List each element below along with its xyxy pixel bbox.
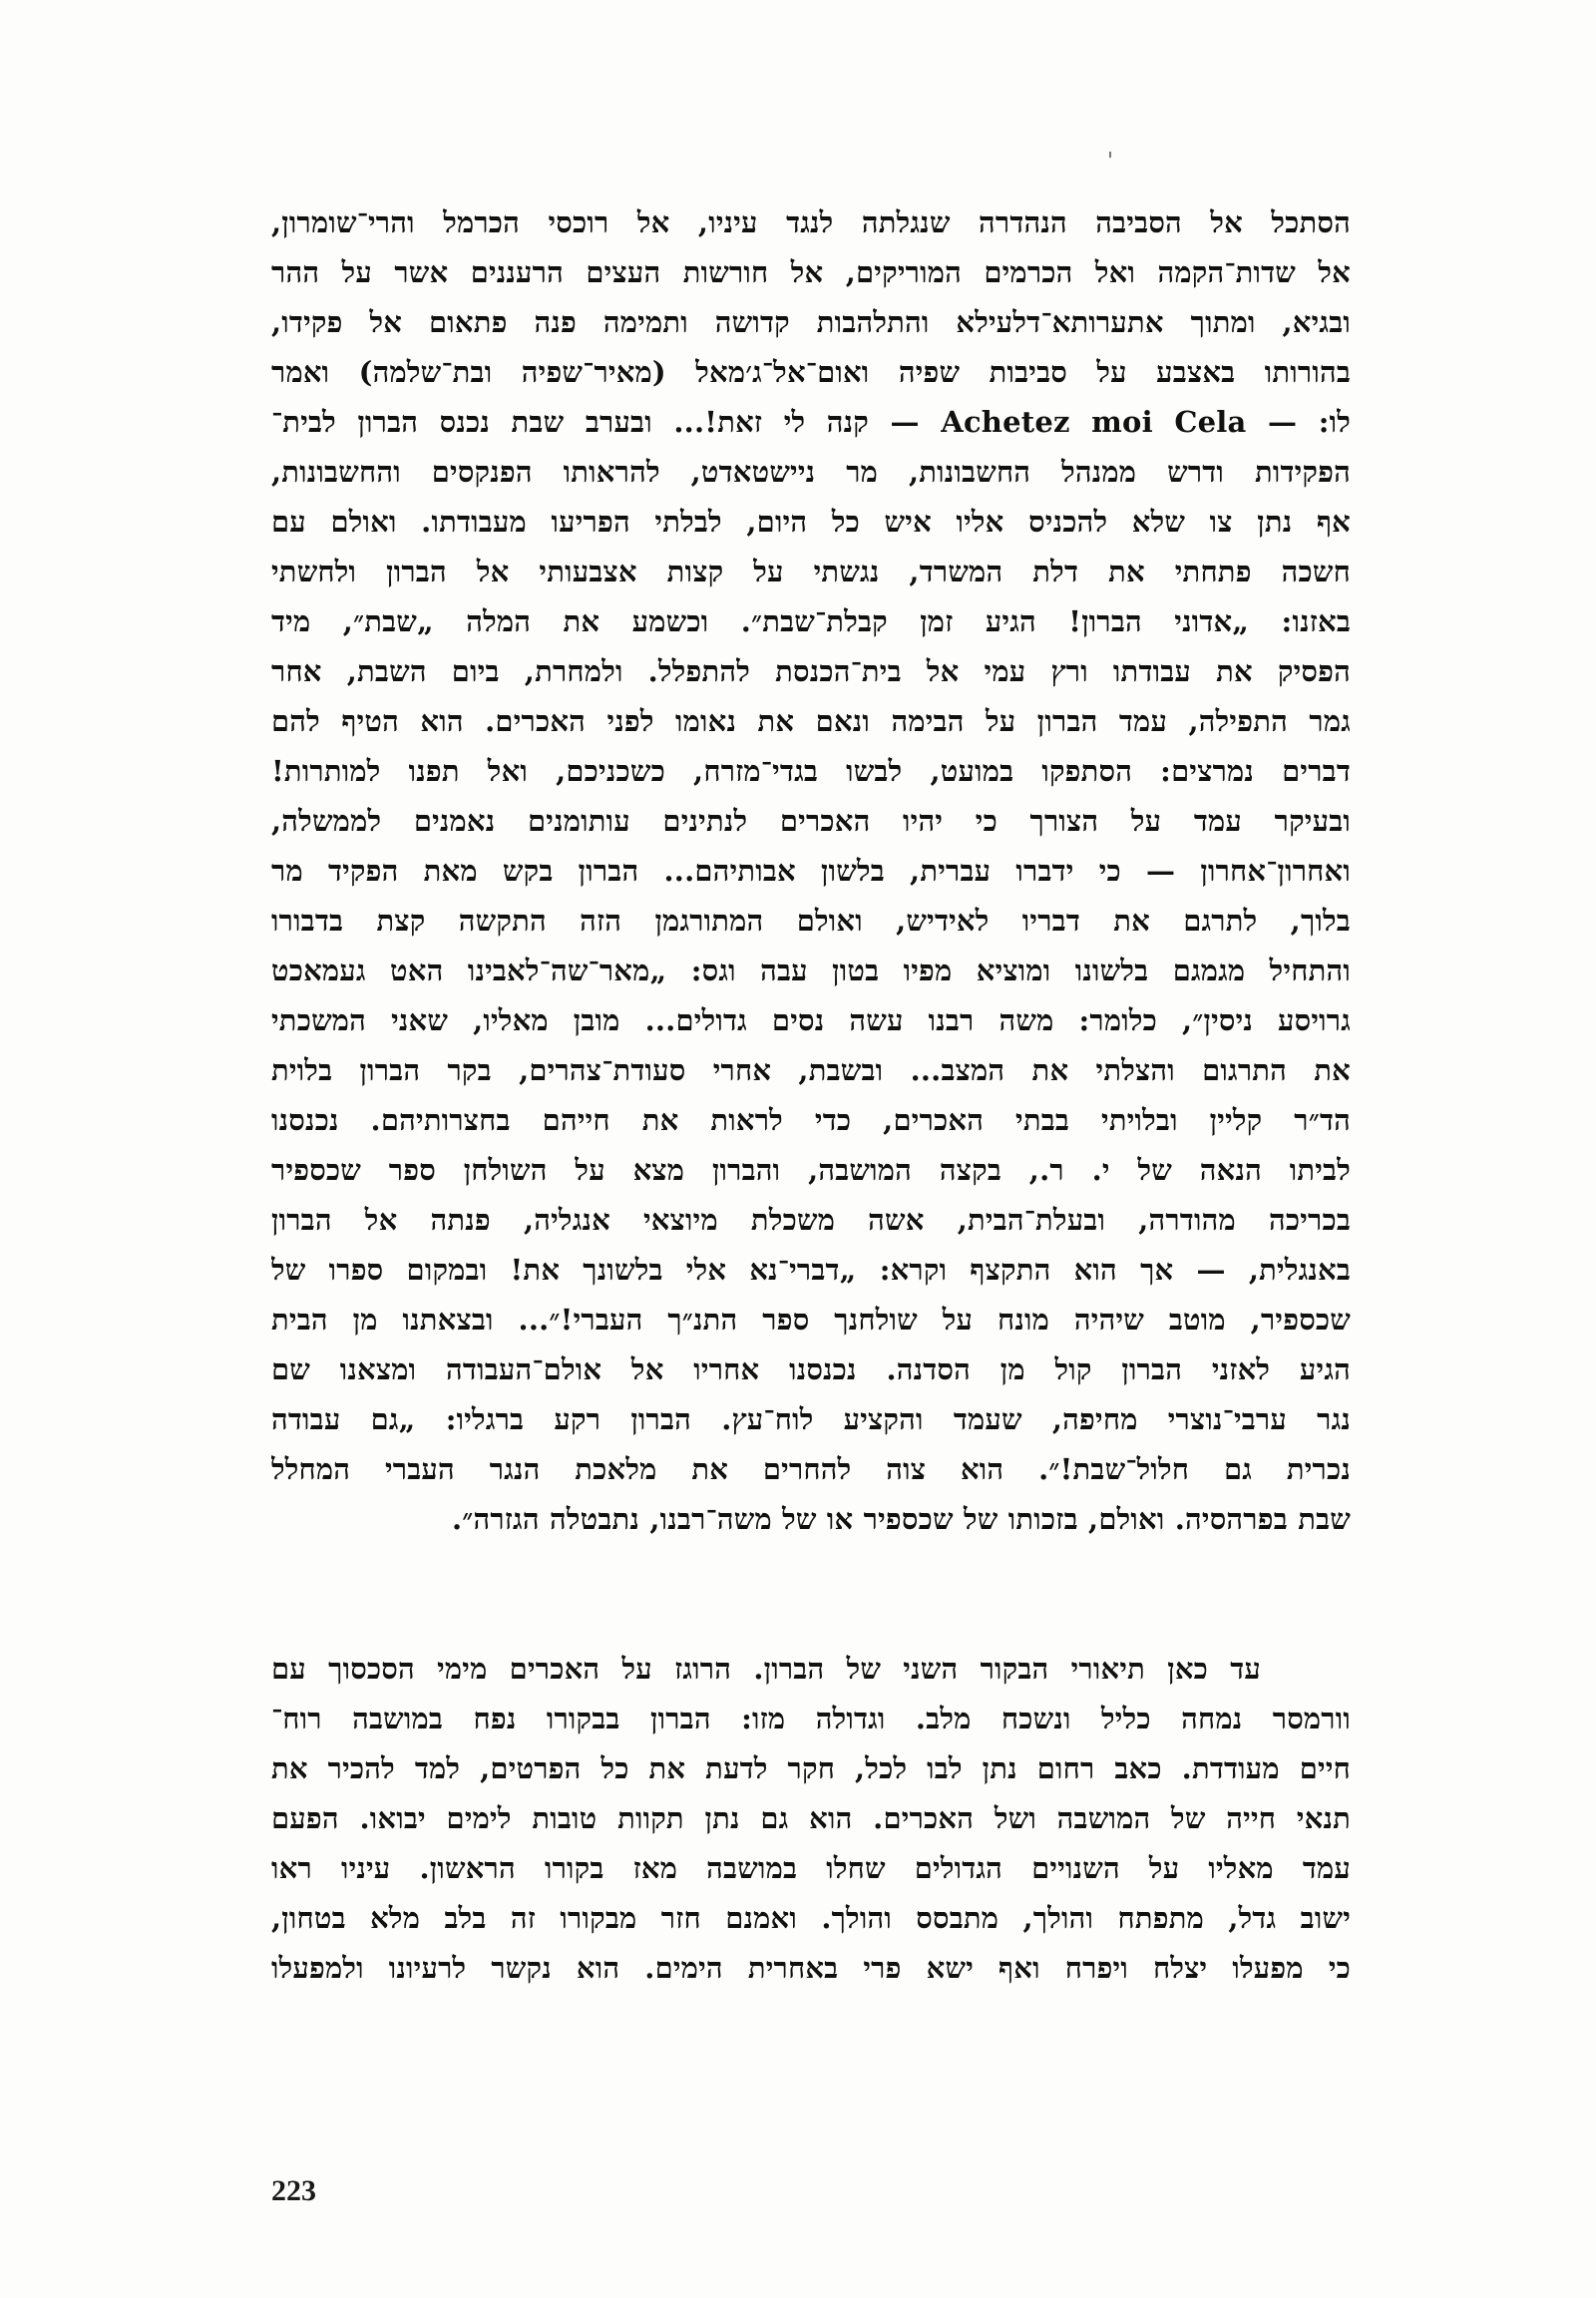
text-line: הסתכל אל הסביבה הנהדרה שנגלתה לנגד עיניו, אל רוכסי הכרמל והרי־שומרון, [271, 205, 1351, 239]
text-line: וורמסר נמחה כליל ונשכח מלב. וגדולה מזו: הברון בבקורו נפח במושבה רוח־ [271, 1702, 1351, 1735]
text-line: גרויסע ניסין״, כלומר: משה רבנו עשה נסים גדולים... מובן מאליו, שאני המשכתי [271, 1003, 1351, 1037]
text-line: כי מפעלו יצלח ויפרח ואף ישא פרי באחרית הימים. הוא נקשר לרעיונו ולמפעלו [271, 1951, 1351, 1985]
text-line: הגיע לאזני הברון קול מן הסדנה. נכנסנו אחריו אל אולם־העבודה ומצאנו שם [271, 1352, 1351, 1386]
text-line: אל שדות־הקמה ואל הכרמים המוריקים, אל חורשות העצים הרעננים אשר על ההר [271, 255, 1351, 289]
page-number: 223 [271, 2174, 316, 2207]
text-line: באנגלית, — אך הוא התקצף וקרא: „דברי־נא אלי בלשונך את! ובמקום ספרו של [271, 1253, 1351, 1287]
text-line: תנאי חייה של המושבה ושל האכרים. הוא גם נתן תקוות טובות לימים יבואו. הפעם [271, 1801, 1351, 1835]
text-line: הד״ר קליין ובלויתי בבתי האכרים, כדי לראות את חייהם בחצרותיהם. נכנסנו [271, 1103, 1351, 1137]
text-line: ישוב גדל, מתפתח והולך, מתבסס והולך. ואמנם חזר מבקורו זה בלב מלא בטחון, [271, 1901, 1351, 1935]
text-line: אף נתן צו שלא להכניס אליו איש כל היום, לבלתי הפריעו מעבודתו. ואולם עם [271, 505, 1351, 539]
text-line: עד כאן תיאורי הבקור השני של הברון. הרוגז על האכרים מימי הסכסוך עם [271, 1652, 1261, 1686]
text-line: בלוך, לתרגם את דבריו לאידיש, ואולם המתורגמן הזה התקשה קצת בדבורו [271, 904, 1351, 938]
text-line: ובעיקר עמד על הצורך כי יהיו האכרים לנתינים עותומנים נאמנים לממשלה, [271, 804, 1351, 838]
text-line: חשכה פתחתי את דלת המשרד, נגשתי על קצות אצבעותי אל הברון ולחשתי [271, 555, 1351, 588]
text-line: הפקידות ודרש ממנהל החשבונות, מר ניישטאדט, להראותו הפנקסים והחשבונות, [271, 455, 1351, 489]
text-line: חיים מעודדת. כאב רחום נתן לבו לכל, חקר לדעת את כל הפרטים, למד להכיר את [271, 1751, 1351, 1785]
text-line: ואחרון־אחרון — כי ידברו עברית, בלשון אבותיהם... הברון בקש מאת הפקיד מר [271, 854, 1351, 888]
text-line: לביתו הנאה של י. ר., בקצה המושבה, והברון מצא על השולחן ספר שכספיר [271, 1153, 1351, 1187]
text-line: שבת בפרהסיה. ואולם, בזכותו של שכספיר או של משה־רבנו, נתבטלה הגזרה״. [451, 1502, 1351, 1536]
text-line: גמר התפילה, עמד הברון על הבימה ונאם את נאומו לפני האכרים. הוא הטיף להם [271, 704, 1351, 738]
text-line: ובגיא, ומתוך אתערותא־דלעילא והתלהבות קדושה ותמימה פנה פתאום אל פקידו, [271, 305, 1351, 339]
text-line: באזנו: „אדוני הברון! הגיע זמן קבלת־שבת״. וכשמע את המלה „שבת״, מיד [271, 604, 1351, 638]
text-line: דברים נמרצים: הסתפקו במועט, לבשו בגדי־מזרח, כשכניכם, ואל תפנו למותרות! [271, 754, 1351, 788]
text-line: שכספיר, מוטב שיהיה מונח על שולחנך ספר התנ״ך העברי!״... ובצאתנו מן הבית [271, 1303, 1351, 1337]
scan-speck [1109, 152, 1111, 158]
text-line: הפסיק את עבודתו ורץ עמי אל בית־הכנסת להתפלל. ולמחרת, ביום השבת, אחר [271, 654, 1351, 688]
text-line: את התרגום והצלתי את המצב... ובשבת, אחרי סעודת־צהרים, בקר הברון בלוית [271, 1053, 1351, 1087]
text-line: והתחיל מגמגם בלשונו ומוציא מפיו בטון עבה וגס: „מאר־שה־לאבינו האט געמאכט [271, 954, 1351, 987]
text-line: עמד מאליו על השנויים הגדולים שחלו במושבה מאז בקורו הראשון. עיניו ראו [271, 1851, 1351, 1885]
paragraph-2 [271, 1644, 1351, 1993]
text-line: לו: — Achetez moi Cela — קנה לי זאת!... ובערב שבת נכנס הברון לבית־ [271, 405, 1351, 439]
text-line: בהורותו באצבע על סביבות שפיה ואום־אל־ג׳מאל (מאיר־שפיה ובת־שלמה) ואמר [271, 355, 1351, 389]
text-line: בכריכה מהודרה, ובעלת־הבית, אשה משכלת מיוצאי אנגליה, פנתה אל הברון [271, 1203, 1351, 1237]
text-line: נכרית גם חלול־שבת!״. הוא צוה להחרים את מלאכת הנגר העברי המחלל [271, 1452, 1351, 1486]
text-line: נגר ערבי־נוצרי מחיפה, שעמד והקציע לוח־עץ. הברון רקע ברגליו: „גם עבודה [271, 1402, 1351, 1436]
paragraph-1 [271, 197, 1351, 1544]
